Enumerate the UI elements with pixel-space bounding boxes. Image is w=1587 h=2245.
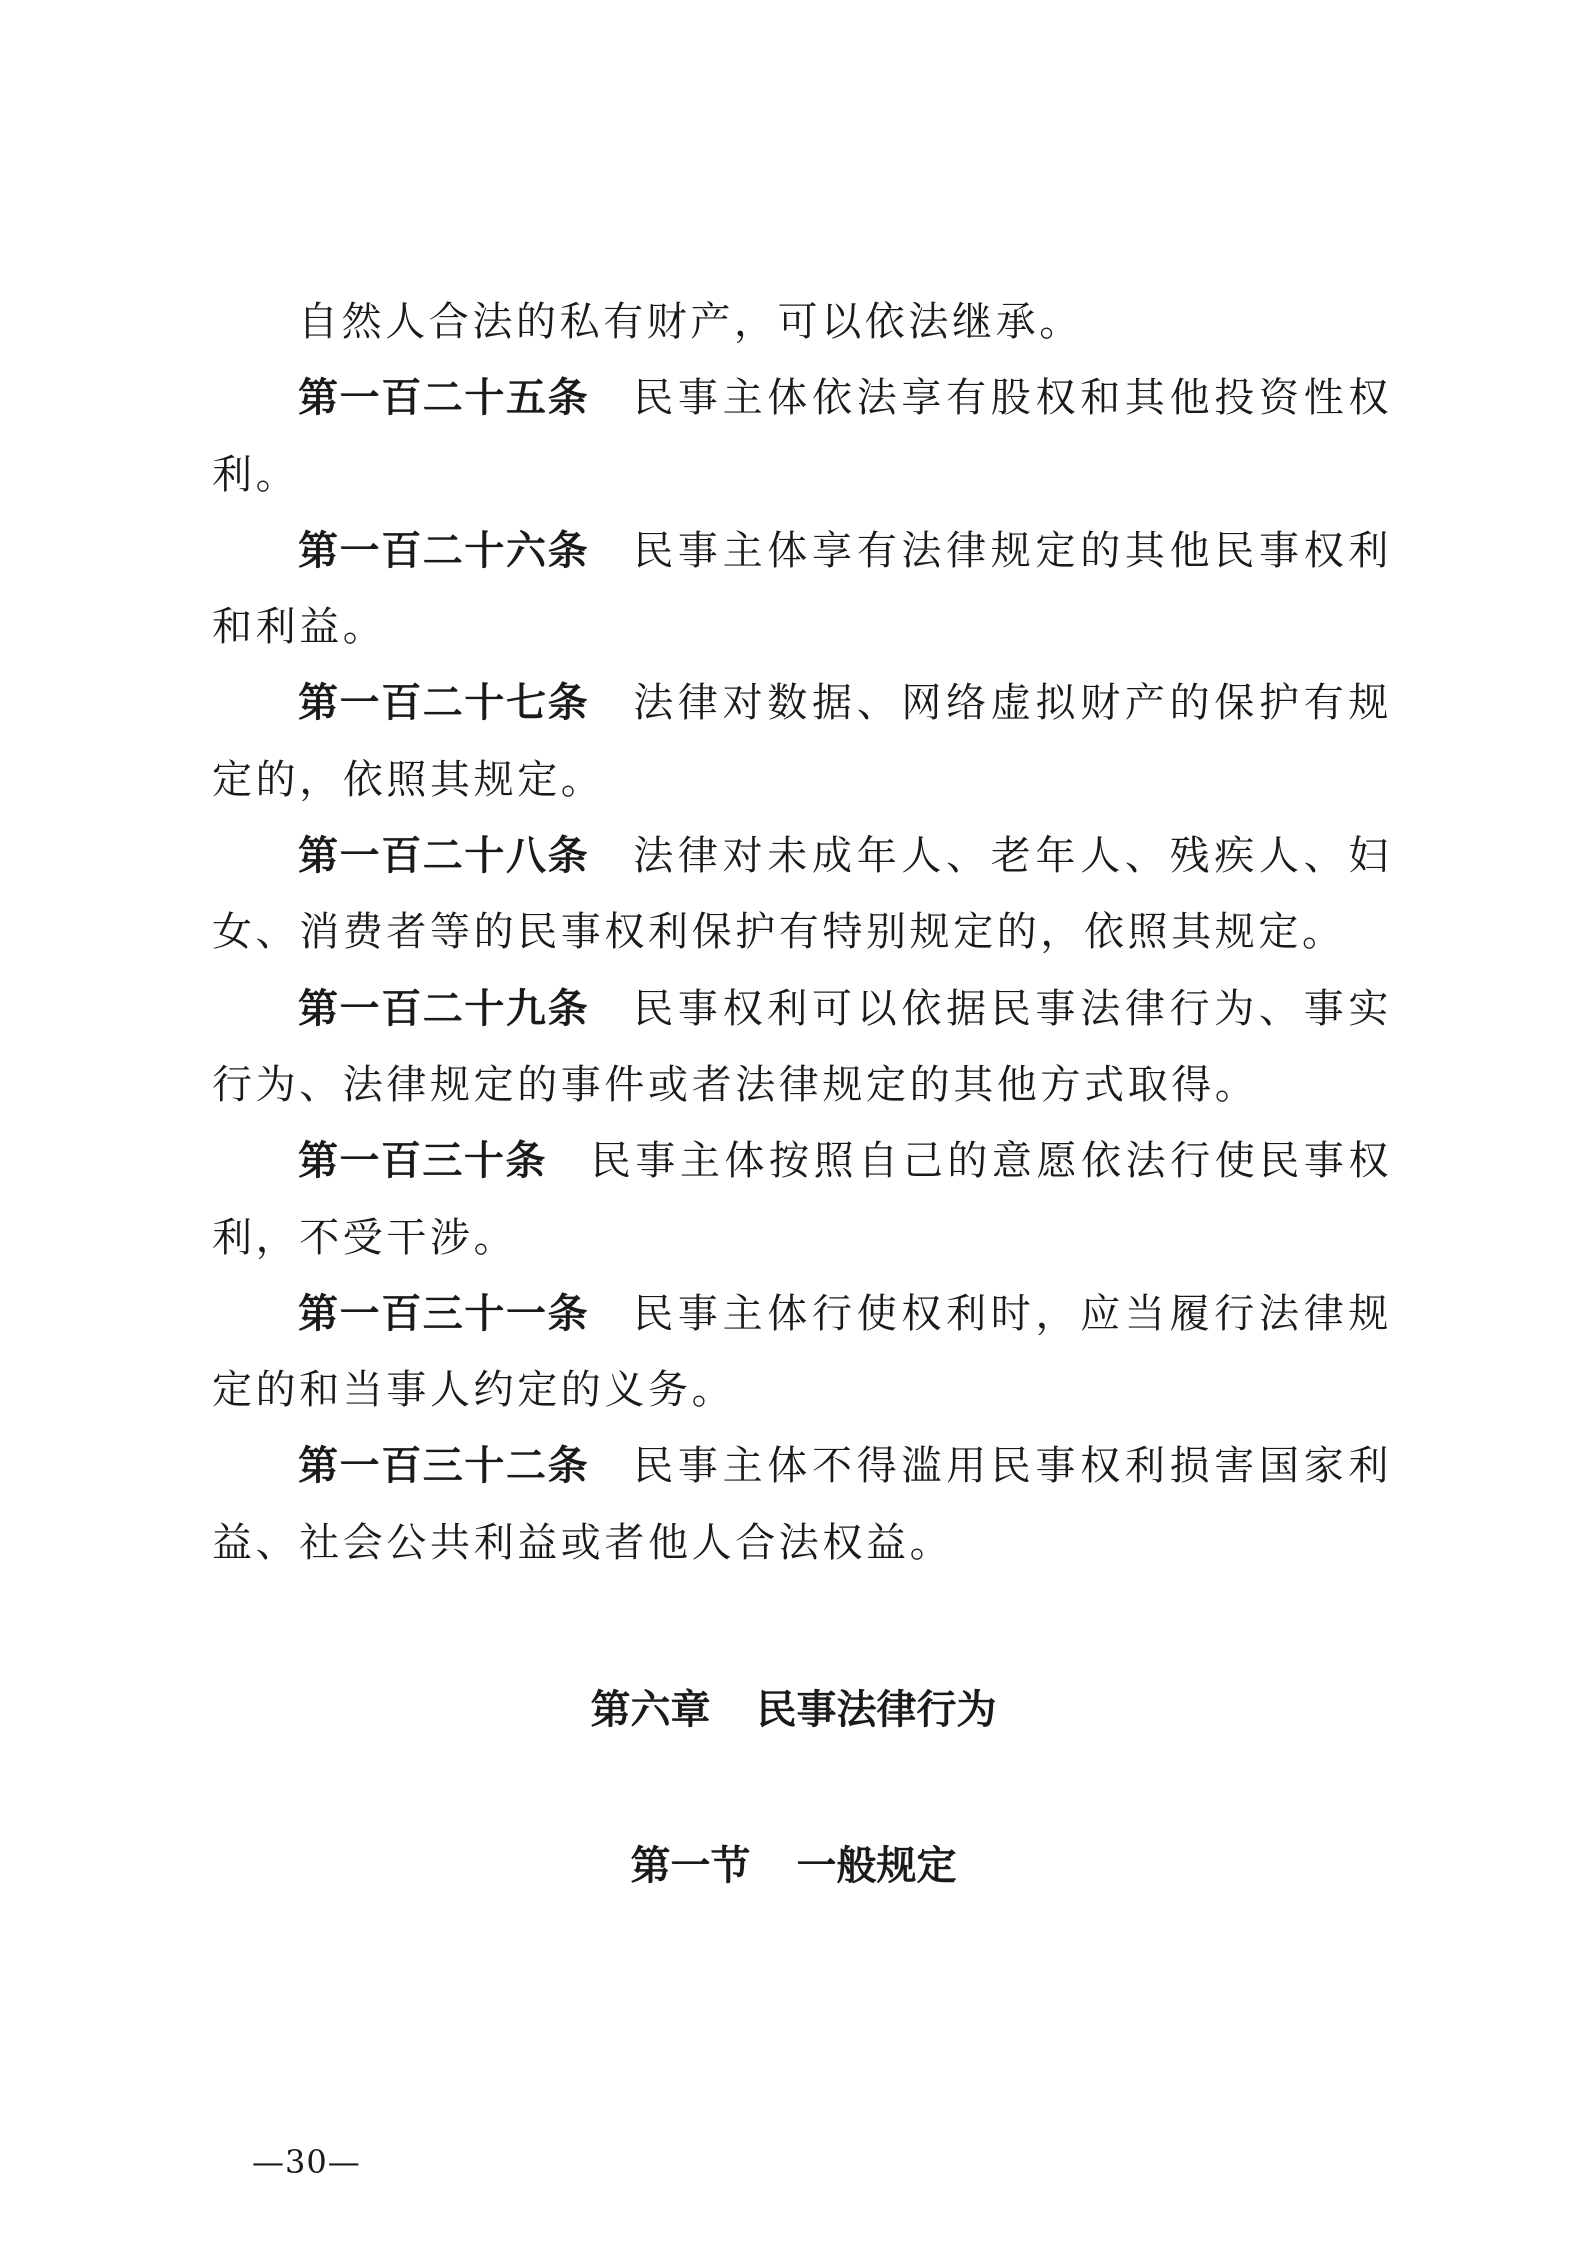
page-number: —30— bbox=[252, 2143, 361, 2181]
article-text: 民事主体依法享有股权和其他投资性权利。 bbox=[212, 375, 1393, 498]
article-number: 第一百二十九条 bbox=[298, 985, 590, 1032]
chapter-number: 第六章 bbox=[590, 1687, 711, 1733]
article-number: 第一百二十八条 bbox=[298, 833, 590, 880]
article-127 bbox=[212, 665, 1392, 818]
article-text: 民事主体行使权利时，应当履行法律规定的和当事人约定的义务。 bbox=[212, 1290, 1393, 1414]
article-text: 法律对未成年人、老年人、残疾人、妇女、消费者等的民事权利保护有特别规定的，依照其规定。 bbox=[212, 833, 1393, 956]
article-131 bbox=[212, 1276, 1392, 1429]
article-126 bbox=[212, 513, 1392, 666]
article-number: 第一百二十六条 bbox=[298, 527, 590, 574]
article-number: 第一百二十五条 bbox=[298, 375, 590, 422]
article-128 bbox=[212, 818, 1392, 971]
section-title: 一般规定 bbox=[796, 1842, 957, 1889]
article-number: 第一百三十一条 bbox=[298, 1290, 590, 1337]
article-text: 民事权利可以依据民事法律行为、事实行为、法律规定的事件或者法律规定的其他方式取得。 bbox=[212, 985, 1393, 1108]
chapter-title: 民事法律行为 bbox=[756, 1687, 997, 1733]
paragraph-inheritance: 自然人合法的私有财产，可以依法继承。 bbox=[298, 299, 1083, 345]
article-125 bbox=[212, 360, 1392, 513]
article-text: 法律对数据、网络虚拟财产的保护有规定的，依照其规定。 bbox=[212, 680, 1393, 803]
article-130 bbox=[212, 1123, 1392, 1276]
body-text bbox=[212, 284, 1392, 1581]
article-number: 第一百三十条 bbox=[298, 1138, 547, 1185]
article-text: 民事主体不得滥用民事权利损害国家利益、社会公共利益或者他人合法权益。 bbox=[212, 1443, 1393, 1566]
section-number: 第一节 bbox=[630, 1842, 751, 1889]
article-text: 民事主体按照自己的意愿依法行使民事权利，不受干涉。 bbox=[212, 1138, 1392, 1261]
chapter-heading bbox=[0, 1680, 1587, 1740]
article-129 bbox=[212, 971, 1392, 1124]
section-heading bbox=[0, 1836, 1587, 1896]
article-number: 第一百三十二条 bbox=[298, 1443, 590, 1490]
article-number: 第一百二十七条 bbox=[298, 680, 590, 727]
article-text: 民事主体享有法律规定的其他民事权利和利益。 bbox=[212, 527, 1393, 651]
article-132 bbox=[212, 1428, 1392, 1581]
